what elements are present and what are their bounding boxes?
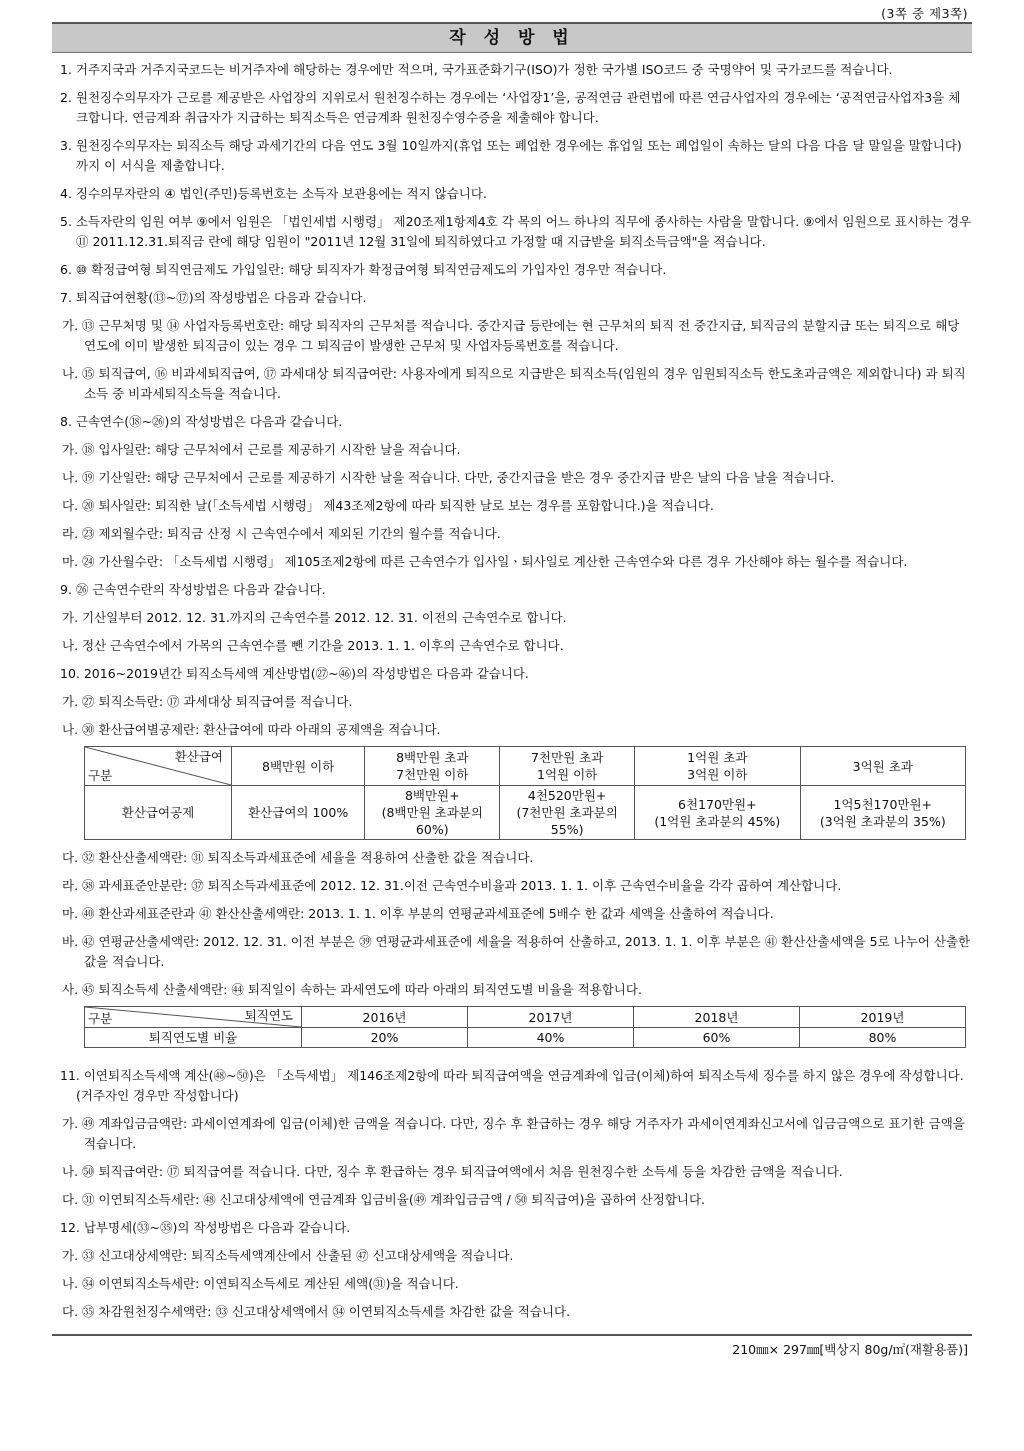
corner-top-label: 환산급여	[174, 749, 223, 764]
item-11-a: 가. ㊾ 계좌입금금액란: 과세이연계좌에 입금(이체)한 금액을 적습니다. 다만, 징수 후 환급하는 경우 해당 거주자가 과세이연계좌신고서에 입금금액으로 표기한 금액을 적습니다.	[62, 1116, 965, 1151]
table-cell: 8백만원+ (8백만원 초과분의 60%)	[365, 786, 500, 840]
table-row-label: 환산급여공제	[85, 786, 232, 840]
table-header-cell: 2017년	[468, 1007, 634, 1028]
table-cell: 80%	[800, 1028, 966, 1048]
table-header-cell: 1억원 초과 3억원 이하	[635, 747, 800, 786]
table-corner-cell	[85, 1007, 302, 1028]
item-4: 4. 징수의무자란의 ④ 법인(주민)등록번호는 소득자 보관용에는 적지 않습니다.	[60, 186, 487, 201]
item-10: 10. 2016~2019년간 퇴직소득세액 계산방법(㉗~㊻)의 작성방법은 다음과 같습니다.	[60, 666, 529, 681]
item-11-b: 나. ㊿ 퇴직급여란: ⑰ 퇴직급여를 적습니다. 다만, 징수 후 환급하는 경우 퇴직급여액에서 처음 원천징수한 소득세 등을 차감한 금액을 적습니다.	[62, 1164, 843, 1179]
item-7-b: 나. ⑮ 퇴직급여, ⑯ 비과세퇴직급여, ⑰ 과세대상 퇴직급여란: 사용자에게 퇴직으로 지급받은 퇴직소득(임원의 경우 임원퇴직소득 한도초과금액은 제외합니다) 과 퇴직소득 중 비과세퇴직소득을 적습니다.	[62, 366, 966, 401]
table-header-cell: 8백만원 이하	[232, 747, 365, 786]
table-row	[85, 1028, 966, 1048]
item-11-c: 다. ㉛ 이연퇴직소득세란: ㊽ 신고대상세액에 연금계좌 입금비율(㊾ 계좌입금금액 / ㊿ 퇴직급여)을 곱하여 산정합니다.	[62, 1192, 706, 1207]
table-cell: 6천170만원+ (1억원 초과분의 45%)	[635, 786, 800, 840]
item-8: 8. 근속연수(⑱~㉖)의 작성방법은 다음과 같습니다.	[60, 414, 343, 429]
item-9-b: 나. 정산 근속연수에서 가목의 근속연수를 뺀 기간을 2013. 1. 1. 이후의 근속연수로 합니다.	[62, 638, 564, 653]
item-8-d: 라. ㉓ 제외월수란: 퇴직금 산정 시 근속연수에서 제외된 기간의 월수를 적습니다.	[62, 526, 501, 541]
item-9: 9. ㉖ 근속연수란의 작성방법은 다음과 같습니다.	[60, 582, 326, 597]
page-indicator: (3쪽 중 제3쪽)	[881, 6, 968, 21]
item-3: 3. 원천징수의무자는 퇴직소득 해당 과세기간의 다음 연도 3월 10일까지(휴업 또는 폐업한 경우에는 휴업일 또는 폐업일이 속하는 달의 다음 다음 달 말일을 말합니다)까지 이 서식을 제출합니다.	[60, 138, 962, 173]
conversion-deduction-table	[84, 746, 966, 840]
section-title: 작 성 방 법	[52, 22, 972, 53]
table-header-cell: 2019년	[800, 1007, 966, 1028]
item-7-a: 가. ⑬ 근무처명 및 ⑭ 사업자등록번호란: 해당 퇴직자의 근무처를 적습니다. 중간지급 등란에는 현 근무처의 퇴직 전 중간지급, 퇴직금의 분할지급 또는 퇴직으로 해당 연도에 이미 발생한 퇴직금이 있는 경우 그 퇴직금이 발생한 근무처 및 사업자등록번호를 적습니다.	[62, 318, 960, 353]
corner-bottom-label: 구분	[88, 768, 113, 783]
table-header-cell: 2018년	[634, 1007, 800, 1028]
item-8-c: 다. ⑳ 퇴사일란: 퇴직한 날(「소득세법 시행령」 제43조제2항에 따라 퇴직한 날로 보는 경우를 포함합니다.)을 적습니다.	[62, 498, 714, 513]
table-header-cell: 2016년	[302, 1007, 468, 1028]
table-row	[85, 747, 966, 786]
item-6: 6. ⑩ 확정급여형 퇴직연금제도 가입일란: 해당 퇴직자가 확정급여형 퇴직연금제도의 가입자인 경우만 적습니다.	[60, 262, 667, 277]
table-corner-cell	[85, 747, 232, 786]
item-12: 12. 납부명세(㉝~㉟)의 작성방법은 다음과 같습니다.	[60, 1220, 351, 1235]
table-header-cell: 3억원 초과	[800, 747, 965, 786]
item-8-b: 나. ⑲ 기산일란: 해당 근무처에서 근로를 제공하기 시작한 날을 적습니다. 다만, 중간지급을 받은 경우 중간지급 받은 날의 다음 날을 적습니다.	[62, 470, 835, 485]
table-row	[85, 1007, 966, 1028]
paper-spec: 210㎜× 297㎜[백상지 80g/㎡(재활용품)]	[732, 1342, 968, 1357]
item-10-e: 마. ㊵ 환산과세표준란과 ㊶ 환산산출세액란: 2013. 1. 1. 이후 부분의 연평균과세표준에 5배수 한 값과 세액을 산출하여 적습니다.	[62, 906, 774, 921]
table-row-label: 퇴직연도별 비율	[85, 1028, 302, 1048]
instructions-body	[52, 52, 972, 1322]
table-cell: 1억5천170만원+ (3억원 초과분의 35%)	[800, 786, 965, 840]
item-10-b: 나. ㉚ 환산급여별공제란: 환산급여에 따라 아래의 공제액을 적습니다.	[62, 722, 441, 737]
item-10-a: 가. ㉗ 퇴직소득란: ⑰ 과세대상 퇴직급여를 적습니다.	[62, 694, 353, 709]
item-7: 7. 퇴직급여현황(⑬~⑰)의 작성방법은 다음과 같습니다.	[60, 290, 367, 305]
item-12-a: 가. ㉝ 신고대상세액란: 퇴직소득세액계산에서 산출된 ㊼ 신고대상세액을 적습니다.	[62, 1248, 514, 1263]
corner-top-label: 퇴직연도	[244, 1008, 293, 1023]
item-10-f: 바. ㊷ 연평균산출세액란: 2012. 12. 31. 이전 부분은 ㊴ 연평균과세표준에 세율을 적용하여 산출하고, 2013. 1. 1. 이후 부분은 ㊶ 환산산출세액을 5로 나누어 산출한 값을 적습니다.	[62, 934, 971, 969]
item-8-a: 가. ⑱ 입사일란: 해당 근무처에서 근로를 제공하기 시작한 날을 적습니다.	[62, 442, 461, 457]
item-8-e: 마. ㉔ 가산월수란: 「소득세법 시행령」 제105조제2항에 따른 근속연수가 입사일ㆍ퇴사일로 계산한 근속연수와 다른 경우 가산해야 하는 월수를 적습니다.	[62, 554, 908, 569]
corner-bottom-label: 구분	[88, 1011, 113, 1026]
table-cell: 20%	[302, 1028, 468, 1048]
bottom-divider	[52, 1334, 972, 1336]
item-2: 2. 원천징수의무자가 근로를 제공받은 사업장의 지위로서 원천징수하는 경우에는 ‘사업장1’을, 공적연금 관련법에 따른 연금사업자의 경우에는 ‘공적연금사업자3을 체크합니다. 연금계좌 취급자가 지급하는 퇴직소득은 연금계좌 원천징수영수증을 제출해야 합니다.	[60, 90, 961, 125]
retirement-year-rate-table	[84, 1006, 966, 1048]
item-10-d: 라. ㊳ 과세표준안분란: ㊲ 퇴직소득과세표준에 2012. 12. 31.이전 근속연수비율과 2013. 1. 1. 이후 근속연수비율을 각각 곱하여 계산합니다.	[62, 878, 842, 893]
item-1: 1. 거주지국과 거주지국코드는 비거주자에 해당하는 경우에만 적으며, 국가표준화기구(ISO)가 정한 국가별 ISO코드 중 국명약어 및 국가코드를 적습니다.	[60, 62, 893, 77]
item-12-b: 나. ㉞ 이연퇴직소득세란: 이연퇴직소득세로 계산된 세액(㉛)을 적습니다.	[62, 1276, 459, 1291]
table-header-cell: 8백만원 초과 7천만원 이하	[365, 747, 500, 786]
table-cell: 60%	[634, 1028, 800, 1048]
item-12-c: 다. ㉟ 차감원천징수세액란: ㉝ 신고대상세액에서 ㉞ 이연퇴직소득세를 차감한 값을 적습니다.	[62, 1304, 571, 1319]
item-9-a: 가. 기산일부터 2012. 12. 31.까지의 근속연수를 2012. 12. 31. 이전의 근속연수로 합니다.	[62, 610, 567, 625]
table-header-cell: 7천만원 초과 1억원 이하	[500, 747, 635, 786]
table-row	[85, 786, 966, 840]
item-5: 5. 소득자란의 임원 여부 ⑨에서 임원은 「법인세법 시행령」 제20조제1항제4호 각 목의 어느 하나의 직무에 종사하는 사람을 말합니다. ⑨에서 임원으로 표시하는 경우 ⑪ 2011.12.31.퇴직금 란에 해당 임원이 "2011년 12월 31일에 퇴직하였다고 가정할 때 지급받을 퇴직소득금액"을 적습니다.	[60, 214, 972, 249]
item-10-c: 다. ㉜ 환산산출세액란: ㉛ 퇴직소득과세표준에 세율을 적용하여 산출한 값을 적습니다.	[62, 850, 534, 865]
table-cell: 환산급여의 100%	[232, 786, 365, 840]
table-cell: 40%	[468, 1028, 634, 1048]
item-10-g: 사. ㊺ 퇴직소득세 산출세액란: ㊹ 퇴직일이 속하는 과세연도에 따라 아래의 퇴직연도별 비율을 적용합니다.	[62, 982, 642, 997]
item-11: 11. 이연퇴직소득세액 계산(㊽~㊿)은 「소득세법」 제146조제2항에 따라 퇴직급여액을 연금계좌에 입금(이체)하여 퇴직소득세 징수를 하지 않은 경우에 작성합니다.(거주자인 경우만 작성합니다)	[60, 1068, 964, 1103]
table-cell: 4천520만원+ (7천만원 초과분의 55%)	[500, 786, 635, 840]
